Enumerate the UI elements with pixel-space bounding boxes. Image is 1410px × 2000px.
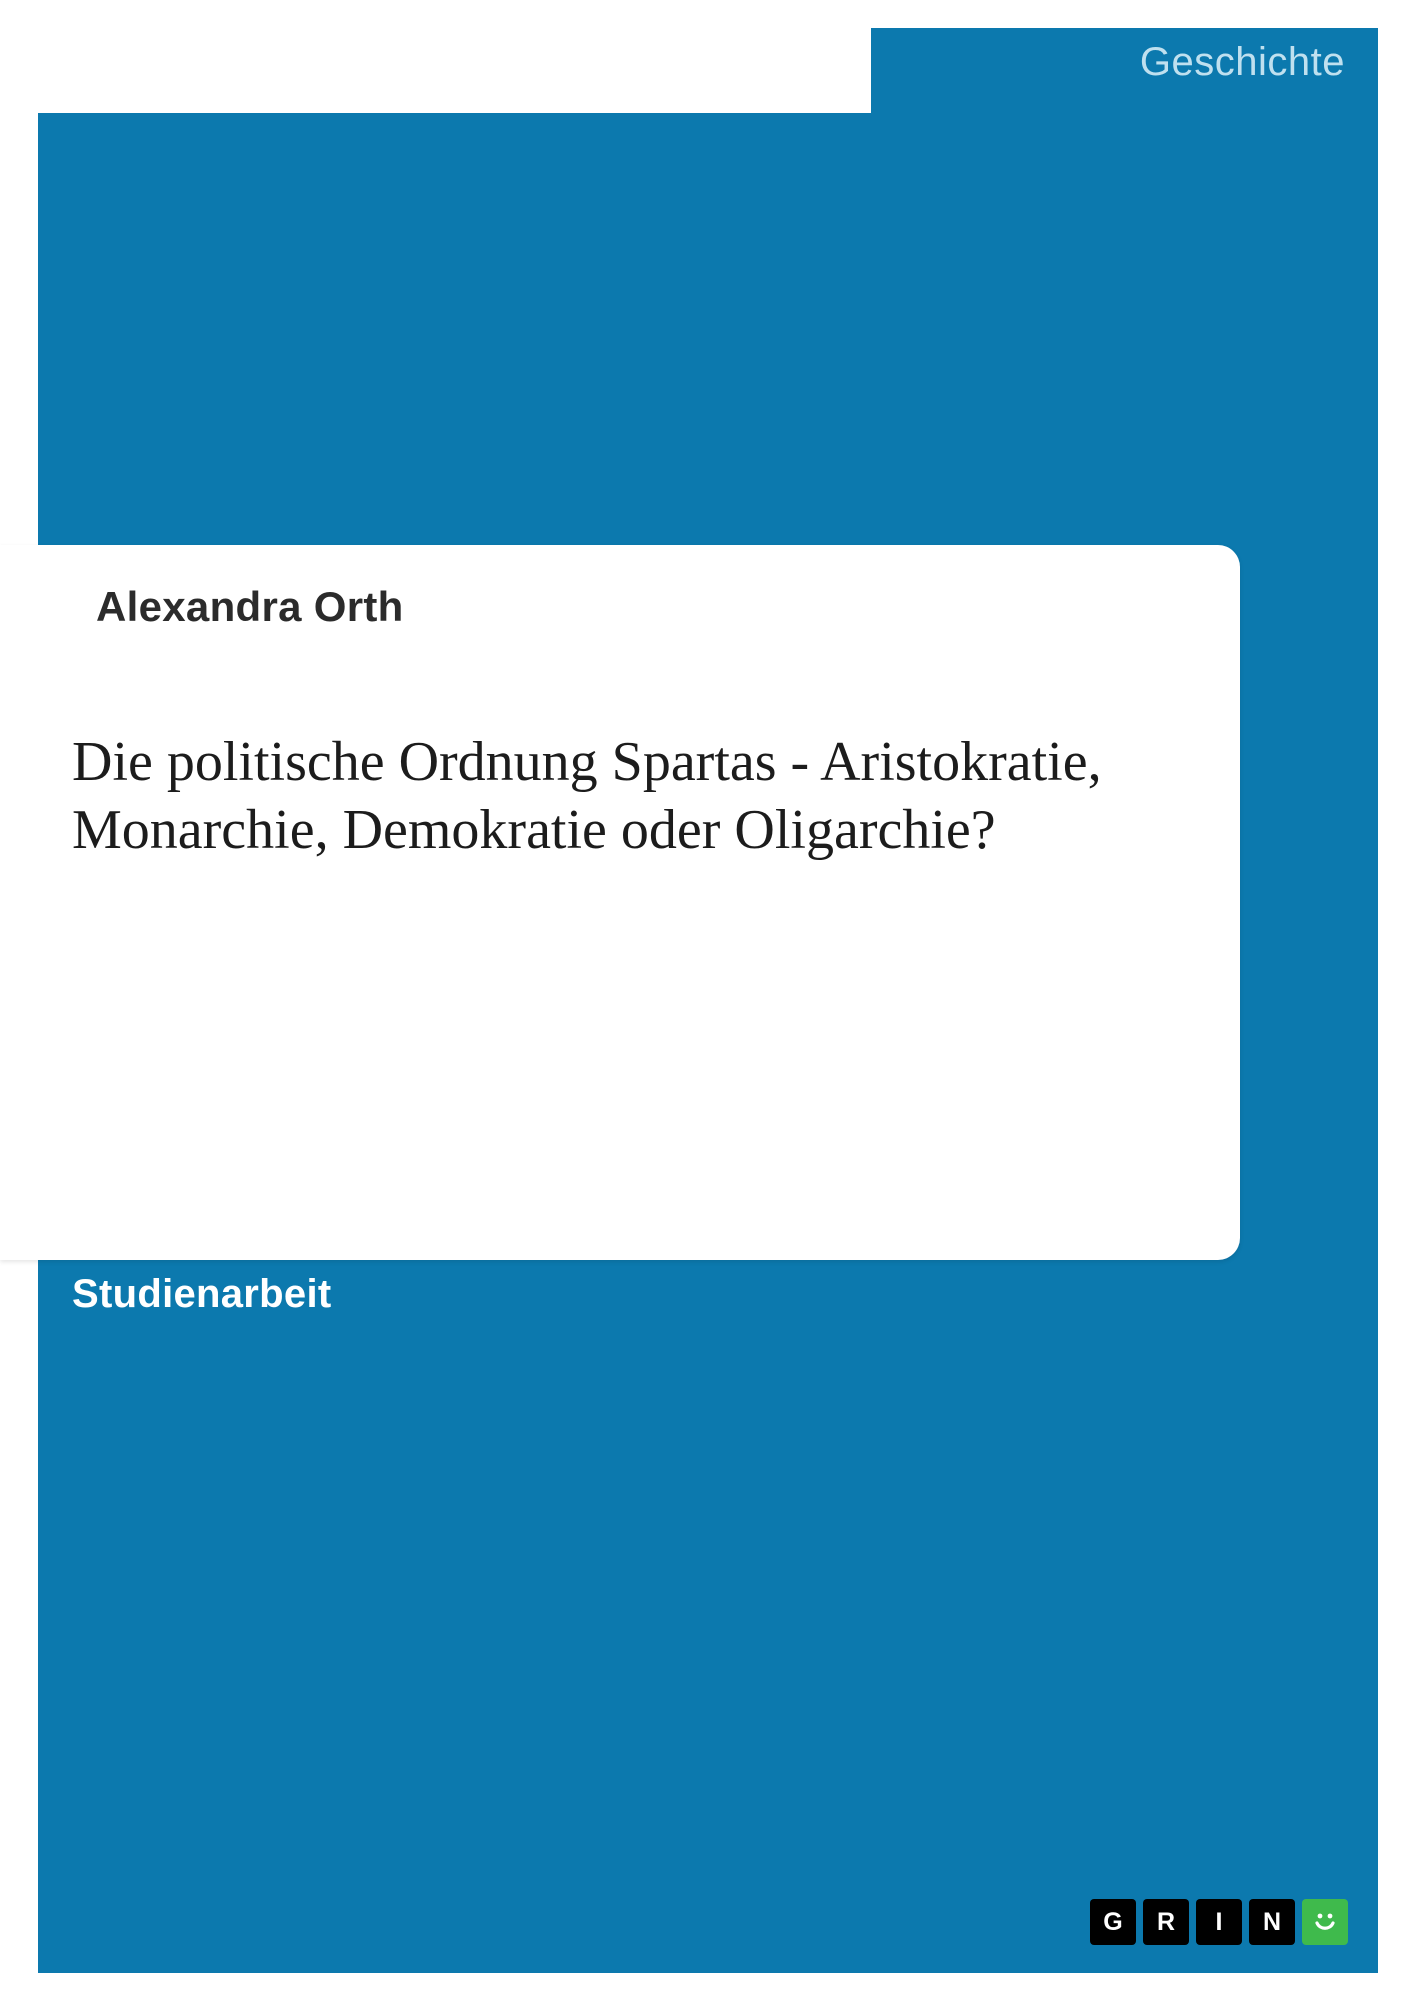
title-card [0,545,1240,1260]
cover-top-notch [38,28,871,113]
logo-letter-n: N [1249,1899,1295,1945]
page-title: Die politische Ordnung Spartas - Aristokratie, Monarchie, Demokratie oder Oligarchie? [72,731,1102,862]
grin-publisher-logo [1090,1899,1348,1945]
logo-letter-r: R [1143,1899,1189,1945]
logo-letter-g: G [1090,1899,1136,1945]
document-type-label: Studienarbeit [72,1272,332,1316]
subject-category-label: Geschichte [1139,40,1345,84]
logo-letter-i: I [1196,1899,1242,1945]
author-name: Alexandra Orth [96,583,404,630]
smiley-icon [1302,1899,1348,1945]
